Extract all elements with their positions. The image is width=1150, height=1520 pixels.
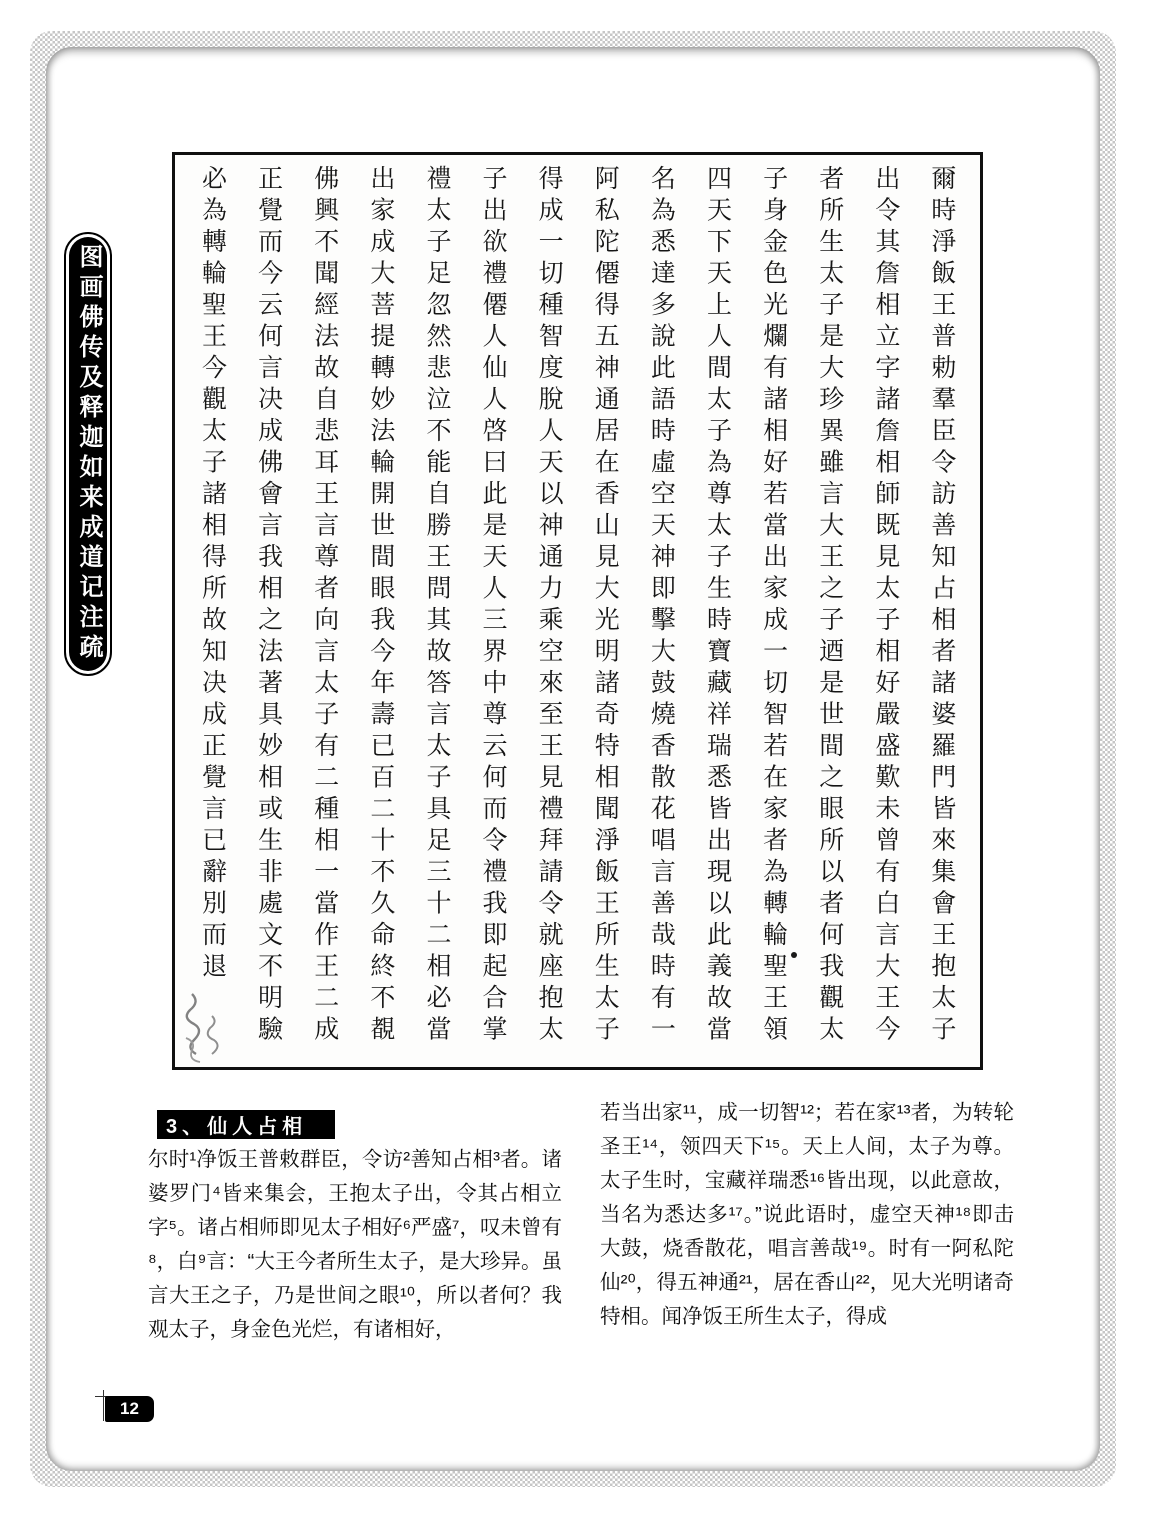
calligraphy-column: 禮太子足忽然悲泣不能自勝王問其故答言太子具足三十二相必當 — [422, 165, 452, 1047]
calligraphy-panel — [172, 152, 983, 1070]
calligraphy-column: 子出欲禮僊人仙人啓曰此是天人三界中尊云何而令禮我即起合掌 — [479, 165, 509, 1047]
book-title-vertical: 图画佛传及释迦如来成道记注疏 — [75, 244, 102, 664]
calligraphy-column: 出家成大菩提轉妙法輪開世間眼我今年壽已百二十不久命終不覩 — [366, 165, 396, 1047]
calligraphy-column: 四天下天上人間太子為尊太子生時寶藏祥瑞悉皆出現以此義故當 — [703, 165, 733, 1047]
calligraphy-column: 者所生太子是大珍異雖言大王之子迺是世間之眼所以者何我觀太 — [815, 165, 845, 1047]
calligraphy-column: 阿私陀僊得五神通居在香山見大光明諸奇特相聞淨飯王所生太子 — [591, 165, 621, 1047]
calligraphy-column: 出令其詹相立字諸詹相師既見太子相好嚴盛歎未曾有白言大王今 — [871, 165, 901, 1047]
calligraphy-column: 得成一切種智度脫人天以神通力乘空來至王見禮拜請令就座抱太 — [535, 165, 565, 1047]
ink-smudge-signature — [178, 988, 250, 1072]
calligraphy-column: 名為悉達多說此語時虛空天神即擊大鼓燒香散花唱言善哉時有一 — [647, 165, 677, 1047]
calligraphy-column: 正覺而今云何言决成佛會言我相之法著具妙相或生非處文不明驗 — [254, 165, 284, 1047]
calligraphy-column: 佛興不聞經法故自悲耳王言尊者向言太子有二種相一當作王二成 — [310, 165, 340, 1047]
section-heading: 3、仙人占相 — [157, 1110, 335, 1139]
calligraphy-column: 子身金色光爛有諸相好若當出家成一切智若在家者為轉輪聖王領 — [759, 165, 789, 1047]
annotation-text-right-column: 若当出家¹¹，成一切智¹²；若在家¹³者，为转轮圣王¹⁴，领四天下¹⁵。天上人间，太子为尊。太子生时，宝藏祥瑞悉¹⁶皆出现，以此意故，当名为悉达多¹⁷。”说此语时，虚空天神¹⁸即击大鼓，烧香散花，唱言善哉¹⁹。时有一阿私陀仙²⁰，得五神通²¹，居在香山²²，见大光明诸奇特相。闻净饭王所生太子，得成 — [600, 1101, 1014, 1328]
crop-mark-vertical — [103, 1390, 104, 1421]
annotation-text-left-column: 尔时¹净饭王普敕群臣，令访²善知占相³者。诸婆罗门⁴皆来集会，王抱太子出，令其占相立字⁵。诸占相师即见太子相好⁶严盛⁷，叹未曾有⁸，白⁹言：“大王今者所生太子，是大珍异。虽言大王之子，乃是世间之眼¹⁰，所以者何？我观太子，身金色光烂，有诸相好， — [148, 1148, 562, 1341]
calligraphy-column: 爾時淨飯王普勅羣臣令訪善知占相者諸婆羅門皆來集會王抱太子 — [927, 165, 957, 1047]
calligraphy-column: 必為轉輪聖王今觀太子諸相得所故知决成正覺言已辭別而退 — [198, 165, 228, 984]
book-spine-title-capsule — [64, 232, 112, 676]
ink-dot — [791, 952, 797, 958]
book-spine-title-fill — [69, 237, 107, 671]
page-number-tab: 12 — [105, 1396, 154, 1422]
